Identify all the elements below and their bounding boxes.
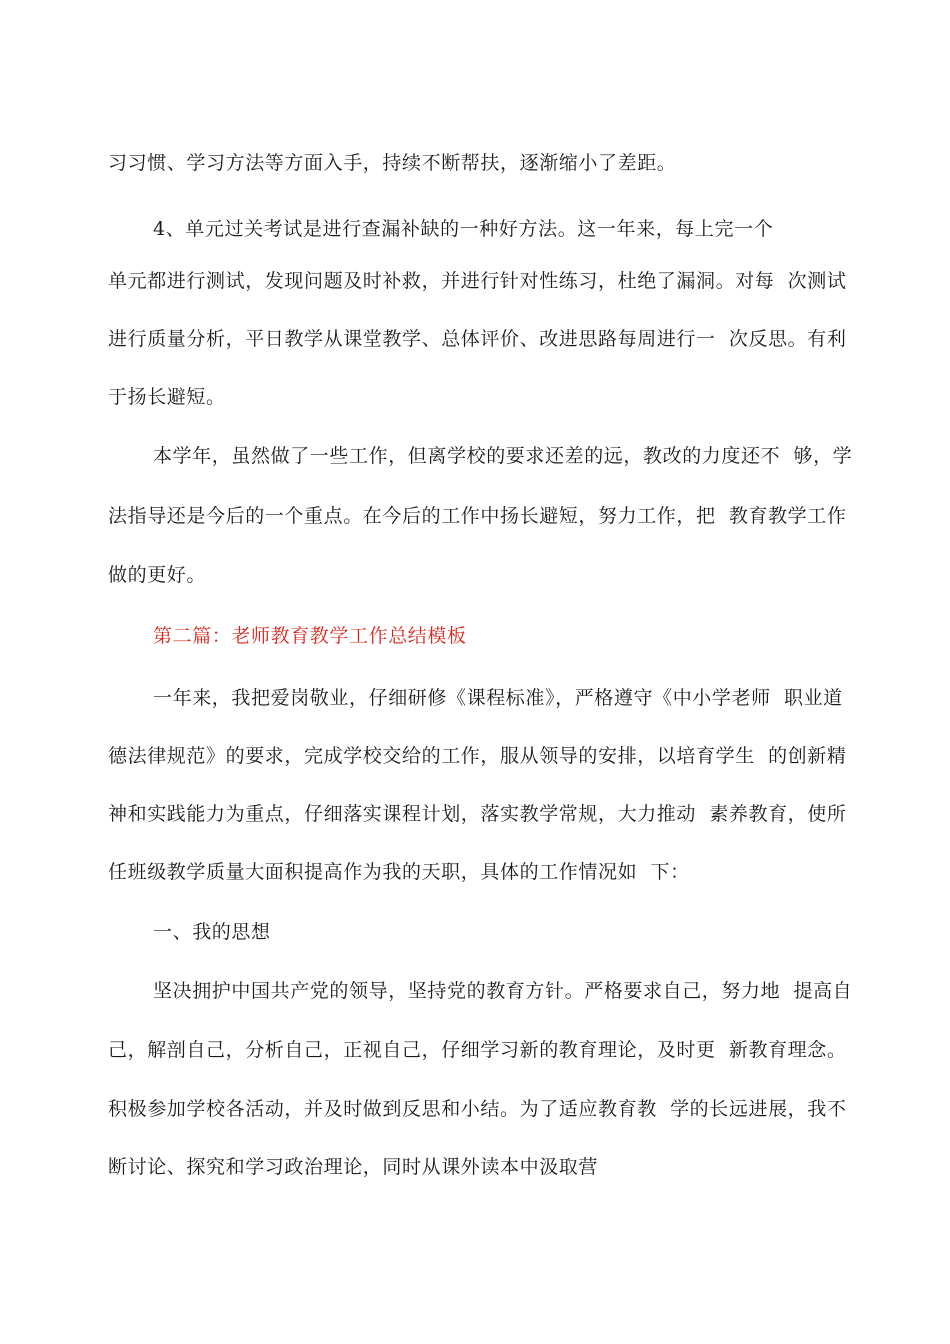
text-line: 德法律规范》的要求，完成学校交给的工作，服从领导的安排，以培育学生 的创新精 — [108, 745, 847, 767]
text-line: 任班级教学质量大面积提高作为我的天职，具体的工作情况如 下： — [108, 861, 690, 883]
text-line: 神和实践能力为重点，仔细落实课程计划，落实教学常规，大力推动 素养教育，使所 — [108, 803, 847, 825]
text-line: 坚决拥护中国共产党的领导，坚持党的教育方针。严格要求自己，努力地 提高自 — [153, 980, 853, 1002]
text-line: 进行质量分析，平日教学从课堂教学、总体评价、改进思路每周进行一 次反思。有利 — [108, 328, 847, 350]
text-line: 4、单元过关考试是进行查漏补缺的一种好方法。这一年来，每上完一个 — [153, 218, 774, 240]
text-line: 本学年，虽然做了一些工作，但离学校的要求还差的远，教改的力度还不 够，学 — [153, 445, 853, 467]
subheading: 一、我的思想 — [153, 921, 271, 943]
text-line: 做的更好。 — [108, 564, 207, 586]
text-line: 己，解剖自己，分析自己，正视自己，仔细学习新的教育理论，及时更 新教育理念。 — [108, 1039, 847, 1061]
text-line: 于扬长避短。 — [108, 386, 226, 408]
text-line: 法指导还是今后的一个重点。在今后的工作中扬长避短，努力工作，把 教育教学工作 — [108, 505, 847, 527]
text-line: 断讨论、探究和学习政治理论，同时从课外读本中汲取营 — [108, 1156, 599, 1178]
text-line: 单元都进行测试，发现问题及时补救，并进行针对性练习，杜绝了漏洞。对每 次测试 — [108, 270, 847, 292]
text-line: 一年来，我把爱岗敬业，仔细研修《课程标准》，严格遵守《中小学老师 职业道 — [153, 687, 843, 709]
section-heading: 第二篇：老师教育教学工作总结模板 — [153, 625, 467, 647]
text-line: 积极参加学校各活动，并及时做到反思和小结。为了适应教育教 学的长远进展，我不 — [108, 1098, 847, 1120]
text-line: 习习惯、学习方法等方面入手，持续不断帮扶，逐渐缩小了差距。 — [108, 152, 677, 174]
